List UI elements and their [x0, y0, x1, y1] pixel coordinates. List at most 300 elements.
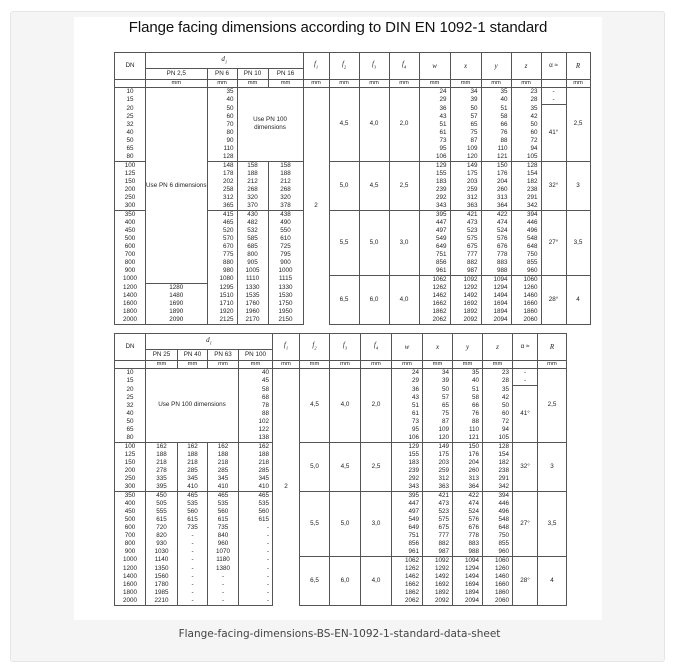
w-value: 43	[419, 113, 450, 121]
f1-value: 2	[273, 369, 300, 606]
y-value: 576	[481, 235, 511, 243]
w-value: 549	[419, 235, 450, 243]
pn100-value: 102	[239, 418, 273, 426]
dn-value: 1000	[115, 556, 146, 565]
z-value: 1860	[511, 308, 541, 316]
w-value: 497	[419, 227, 450, 235]
pn16-value: 795	[268, 251, 303, 259]
unit-cell: mm	[359, 80, 389, 88]
x-value: 34	[450, 88, 481, 97]
f4-value: 2,5	[361, 442, 392, 491]
pn100-value: -	[239, 524, 273, 532]
dn-value: 1800	[115, 308, 146, 316]
column-header-y: y	[481, 53, 511, 80]
alpha-value: -	[513, 369, 538, 378]
z-value: 128	[511, 161, 541, 170]
dn-value: 1200	[115, 284, 146, 293]
unit-cell: mm	[329, 80, 359, 88]
x-value: 57	[423, 394, 453, 402]
dn-value: 100	[115, 161, 146, 170]
dn-value: 125	[115, 451, 146, 459]
pn40-value: 285	[178, 467, 208, 475]
pn2-5-value: 2090	[146, 316, 208, 325]
R-value: 4	[566, 275, 590, 325]
w-value: 43	[392, 394, 423, 402]
f3-value: 4,0	[359, 88, 389, 162]
dn-value: 100	[115, 442, 146, 451]
pn16-value: 268	[268, 186, 303, 194]
pn100-value: -	[239, 540, 273, 548]
column-header-d1: $d_1$	[146, 53, 304, 69]
pn100-value: -	[239, 532, 273, 540]
unit-cell: mm	[146, 361, 178, 369]
f2-value: 5,5	[300, 491, 330, 556]
z-value: 960	[511, 267, 541, 276]
pn63-value: 840	[208, 532, 239, 540]
f4-value: 4,0	[389, 275, 419, 325]
w-value: 649	[419, 243, 450, 251]
dn-value: 32	[115, 402, 146, 410]
y-value: 150	[481, 161, 511, 170]
unit-cell: mm	[239, 361, 273, 369]
y-value: 35	[481, 88, 511, 97]
pn40-value: 345	[178, 475, 208, 483]
x-value: 2092	[450, 316, 481, 325]
dn-value: 1800	[115, 589, 146, 597]
dn-value: 1600	[115, 300, 146, 308]
f2-value: 5,0	[300, 442, 330, 491]
y-value: 988	[481, 267, 511, 276]
pn10-value: 1005	[237, 267, 268, 276]
w-value: 24	[419, 88, 450, 97]
f4-value: 2,5	[389, 161, 419, 210]
pn10-value: 320	[237, 194, 268, 202]
dn-value: 15	[115, 377, 146, 386]
x-value: 1292	[450, 284, 481, 293]
unit-cell: mm	[237, 80, 268, 88]
z-value: 960	[483, 548, 513, 557]
w-value: 961	[392, 548, 423, 557]
y-value: 260	[453, 467, 483, 475]
pn6-value: 60	[207, 113, 237, 121]
pn25-value: 450	[146, 491, 178, 500]
x-value: 987	[450, 267, 481, 276]
w-value: 129	[419, 161, 450, 170]
z-value: 28	[511, 96, 541, 105]
pn63-value: 1180	[208, 556, 239, 565]
pn10-value: 1330	[237, 284, 268, 293]
y-value: 51	[453, 386, 483, 394]
y-value: 1094	[481, 275, 511, 284]
pn16-value: 320	[268, 194, 303, 202]
x-value: 575	[450, 235, 481, 243]
z-value: 94	[483, 426, 513, 434]
z-value: 50	[483, 402, 513, 410]
w-value: 61	[419, 129, 450, 137]
f2-value: 4,5	[329, 88, 359, 162]
w-value: 95	[392, 426, 423, 434]
pn6-value: 1920	[207, 308, 237, 316]
y-value: 1294	[481, 284, 511, 293]
w-value: 29	[419, 96, 450, 105]
alpha-value: 27°	[513, 491, 538, 556]
pn2-5-value: 1690	[146, 300, 208, 308]
use-pn100-note: Use PN 100 dimensions	[146, 369, 239, 443]
pn40-value: -	[178, 581, 208, 589]
pn16-value: 490	[268, 219, 303, 227]
dn-value: 700	[115, 251, 146, 259]
x-value: 675	[450, 243, 481, 251]
pn16-value: 212	[268, 178, 303, 186]
x-value: 473	[423, 500, 453, 508]
pn63-value: 465	[208, 491, 239, 500]
x-value: 1892	[423, 589, 453, 597]
pn10-value: 1760	[237, 300, 268, 308]
f2-value: 6,5	[329, 275, 359, 325]
dn-value: 50	[115, 418, 146, 426]
dn-value: 450	[115, 227, 146, 235]
use-pn6-note: Use PN 6 dimensions	[146, 88, 208, 284]
w-value: 292	[419, 194, 450, 202]
x-value: 363	[450, 202, 481, 211]
f3-value: 4,0	[330, 369, 361, 443]
dn-value: 2000	[115, 316, 146, 325]
pn100-value: 88	[239, 410, 273, 418]
pn6-value: 1710	[207, 300, 237, 308]
z-value: 42	[483, 394, 513, 402]
R-value: 2,5	[566, 88, 590, 162]
w-value: 447	[392, 500, 423, 508]
pn40-value: -	[178, 565, 208, 573]
pn6-value: 1080	[207, 275, 237, 284]
dn-value: 20	[115, 105, 146, 113]
pn40-value: -	[178, 532, 208, 540]
column-header-R: R	[538, 334, 567, 361]
dn-value: 150	[115, 178, 146, 186]
pn10-value: 685	[237, 243, 268, 251]
z-value: 446	[483, 500, 513, 508]
sheet-title: Flange facing dimensions according to DIN EN 1092-1 standard	[128, 19, 548, 36]
pn2-5-value: 1280	[146, 284, 208, 293]
z-value: 23	[483, 369, 513, 378]
f3-value: 6,0	[359, 275, 389, 325]
dn-value: 125	[115, 170, 146, 178]
dn-value: 400	[115, 219, 146, 227]
alpha-value: 28°	[513, 556, 538, 605]
y-value: 1694	[481, 300, 511, 308]
pn25-value: 1560	[146, 573, 178, 581]
y-value: 40	[481, 96, 511, 105]
pn2-5-value: 1480	[146, 292, 208, 300]
x-value: 882	[450, 259, 481, 267]
unit-cell	[513, 361, 538, 369]
column-header-f1: $f_1$	[303, 53, 329, 80]
pn40-value: 162	[178, 442, 208, 451]
dn-value: 600	[115, 243, 146, 251]
w-value: 1462	[419, 292, 450, 300]
column-header-f4: $f_4$	[361, 334, 392, 361]
f3-value: 5,0	[359, 210, 389, 275]
pn40-value: 615	[178, 516, 208, 524]
flange-table-pn2-5-to-pn16	[114, 52, 591, 325]
pn63-value: 218	[208, 459, 239, 467]
z-value: 1460	[483, 573, 513, 581]
dn-value: 15	[115, 96, 146, 105]
dn-value: 500	[115, 516, 146, 524]
pn6-value: 35	[207, 88, 237, 97]
y-value: 364	[481, 202, 511, 211]
pn100-value: 162	[239, 442, 273, 451]
flange-table-pn25-to-pn100	[114, 333, 567, 606]
y-value: 883	[481, 259, 511, 267]
f3-value: 4,5	[359, 161, 389, 210]
use-pn100-note: Use PN 100 dimensions	[237, 88, 303, 162]
w-value: 51	[419, 121, 450, 129]
y-value: 121	[453, 434, 483, 443]
z-value: 1060	[511, 275, 541, 284]
y-value: 1494	[453, 573, 483, 581]
unit-cell: mm	[303, 80, 329, 88]
x-value: 39	[450, 96, 481, 105]
x-value: 65	[423, 402, 453, 410]
pn10-value: 1960	[237, 308, 268, 316]
pn63-value: -	[208, 573, 239, 581]
w-value: 61	[392, 410, 423, 418]
R-value: 3,5	[566, 210, 590, 275]
pn6-value: 312	[207, 194, 237, 202]
pn25-value: 720	[146, 524, 178, 532]
x-value: 259	[423, 467, 453, 475]
w-value: 1662	[419, 300, 450, 308]
f3-value: 5,0	[330, 491, 361, 556]
pn6-value: 202	[207, 178, 237, 186]
pn100-value: 138	[239, 434, 273, 443]
z-value: 154	[483, 451, 513, 459]
z-value: 2060	[483, 597, 513, 606]
x-value: 1692	[423, 581, 453, 589]
pn25-value: 1140	[146, 556, 178, 565]
pn6-value: 365	[207, 202, 237, 211]
x-value: 109	[450, 145, 481, 153]
dn-value: 150	[115, 459, 146, 467]
z-value: 394	[483, 491, 513, 500]
pn16-value: 188	[268, 170, 303, 178]
unit-cell: mm	[453, 361, 483, 369]
x-value: 1492	[423, 573, 453, 581]
pn6-value: 570	[207, 235, 237, 243]
w-value: 2062	[419, 316, 450, 325]
dn-value: 1000	[115, 275, 146, 284]
pn100-value: 560	[239, 508, 273, 516]
column-header-pn: PN 100	[239, 350, 273, 361]
y-value: 524	[481, 227, 511, 235]
pn16-value: 1330	[268, 284, 303, 293]
x-value: 50	[450, 105, 481, 113]
unit-cell	[115, 80, 146, 88]
column-header-pn: PN 10	[237, 69, 268, 80]
x-value: 50	[423, 386, 453, 394]
w-value: 239	[392, 467, 423, 475]
alpha-value: 41°	[541, 105, 566, 162]
pn100-value: 615	[239, 516, 273, 524]
image-caption: Flange-facing-dimensions-BS-EN-1092-1-standard-data-sheet	[178, 628, 501, 640]
y-value: 110	[453, 426, 483, 434]
w-value: 751	[419, 251, 450, 259]
pn100-value: 410	[239, 483, 273, 492]
x-value: 1692	[450, 300, 481, 308]
pn63-value: -	[208, 589, 239, 597]
x-value: 57	[450, 113, 481, 121]
pn100-value: 218	[239, 459, 273, 467]
f4-value: 3,0	[389, 210, 419, 275]
w-value: 1262	[392, 565, 423, 573]
pn40-value: -	[178, 548, 208, 557]
R-value: 3	[566, 161, 590, 210]
f4-value: 4,0	[361, 556, 392, 605]
z-value: 342	[511, 202, 541, 211]
z-value: 154	[511, 170, 541, 178]
dn-value: 900	[115, 267, 146, 276]
w-value: 73	[419, 137, 450, 145]
w-value: 155	[419, 170, 450, 178]
unit-cell: mm	[511, 80, 541, 88]
pn10-value: 212	[237, 178, 268, 186]
table-row	[115, 491, 567, 500]
w-value: 29	[392, 377, 423, 386]
pn16-value: 378	[268, 202, 303, 211]
alpha-value: 32°	[513, 442, 538, 491]
z-value: 60	[511, 129, 541, 137]
pn25-value: 555	[146, 508, 178, 516]
x-value: 1492	[450, 292, 481, 300]
pn40-value: 735	[178, 524, 208, 532]
dn-value: 500	[115, 235, 146, 243]
table-row	[115, 556, 567, 565]
y-value: 121	[481, 153, 511, 162]
x-value: 149	[450, 161, 481, 170]
y-value: 364	[453, 483, 483, 492]
dn-value: 20	[115, 386, 146, 394]
pn40-value: -	[178, 540, 208, 548]
unit-cell: mm	[361, 361, 392, 369]
z-value: 72	[511, 137, 541, 145]
x-value: 1092	[450, 275, 481, 284]
w-value: 155	[392, 451, 423, 459]
w-value: 549	[392, 516, 423, 524]
dn-value: 200	[115, 467, 146, 475]
dn-value: 1400	[115, 292, 146, 300]
y-value: 58	[453, 394, 483, 402]
pn40-value: 218	[178, 459, 208, 467]
y-value: 88	[481, 137, 511, 145]
y-value: 778	[453, 532, 483, 540]
alpha-value: 32°	[541, 161, 566, 210]
f2-value: 5,5	[329, 210, 359, 275]
x-value: 259	[450, 186, 481, 194]
dn-value: 50	[115, 137, 146, 145]
pn25-value: 278	[146, 467, 178, 475]
pn6-value: 465	[207, 219, 237, 227]
dn-value: 80	[115, 434, 146, 443]
f4-value: 3,0	[361, 491, 392, 556]
dn-value: 40	[115, 129, 146, 137]
pn100-value: 122	[239, 426, 273, 434]
pn100-value: 535	[239, 500, 273, 508]
dn-value: 250	[115, 475, 146, 483]
pn100-value: 345	[239, 475, 273, 483]
w-value: 239	[419, 186, 450, 194]
dn-value: 350	[115, 210, 146, 219]
y-value: 2094	[481, 316, 511, 325]
x-value: 312	[423, 475, 453, 483]
w-value: 497	[392, 508, 423, 516]
pn63-value: 410	[208, 483, 239, 492]
unit-cell	[541, 80, 566, 88]
y-value: 474	[481, 219, 511, 227]
x-value: 175	[423, 451, 453, 459]
f2-value: 4,5	[300, 369, 330, 443]
dn-value: 350	[115, 491, 146, 500]
pn6-value: 775	[207, 251, 237, 259]
dn-value: 2000	[115, 597, 146, 606]
unit-cell: mm	[330, 361, 361, 369]
dn-value: 25	[115, 394, 146, 402]
table-row	[115, 88, 591, 97]
pn6-value: 40	[207, 96, 237, 105]
y-value: 66	[481, 121, 511, 129]
alpha-value: -	[541, 96, 566, 105]
pn40-value: -	[178, 597, 208, 606]
dn-value: 10	[115, 369, 146, 378]
pn16-value: 1750	[268, 300, 303, 308]
pn25-value: 335	[146, 475, 178, 483]
column-header-alpha: α ≈	[513, 334, 538, 361]
pn63-value: 162	[208, 442, 239, 451]
table-row	[115, 442, 567, 451]
pn16-value: 1530	[268, 292, 303, 300]
w-value: 447	[419, 219, 450, 227]
x-value: 75	[423, 410, 453, 418]
column-header-f3: $f_3$	[359, 53, 389, 80]
unit-cell: mm	[423, 361, 453, 369]
z-value: 496	[483, 508, 513, 516]
dn-value: 250	[115, 194, 146, 202]
z-value: 238	[483, 467, 513, 475]
pn100-value: -	[239, 581, 273, 589]
pn6-value: 90	[207, 137, 237, 145]
column-header-alpha: α ≈	[541, 53, 566, 80]
z-value: 182	[483, 459, 513, 467]
pn10-value: 268	[237, 186, 268, 194]
x-value: 120	[423, 434, 453, 443]
pn100-value: 45	[239, 377, 273, 386]
y-value: 576	[453, 516, 483, 524]
f3-value: 4,5	[330, 442, 361, 491]
f2-value: 5,0	[329, 161, 359, 210]
pn6-value: 1510	[207, 292, 237, 300]
column-header-pn: PN 6	[207, 69, 237, 80]
z-value: 750	[483, 532, 513, 540]
w-value: 36	[392, 386, 423, 394]
z-value: 1660	[511, 300, 541, 308]
column-header-f1: $f_1$	[273, 334, 300, 361]
w-value: 343	[392, 483, 423, 492]
pn63-value: 960	[208, 540, 239, 548]
pn10-value: 800	[237, 251, 268, 259]
pn63-value: -	[208, 597, 239, 606]
pn10-value: 585	[237, 235, 268, 243]
y-value: 988	[453, 548, 483, 557]
